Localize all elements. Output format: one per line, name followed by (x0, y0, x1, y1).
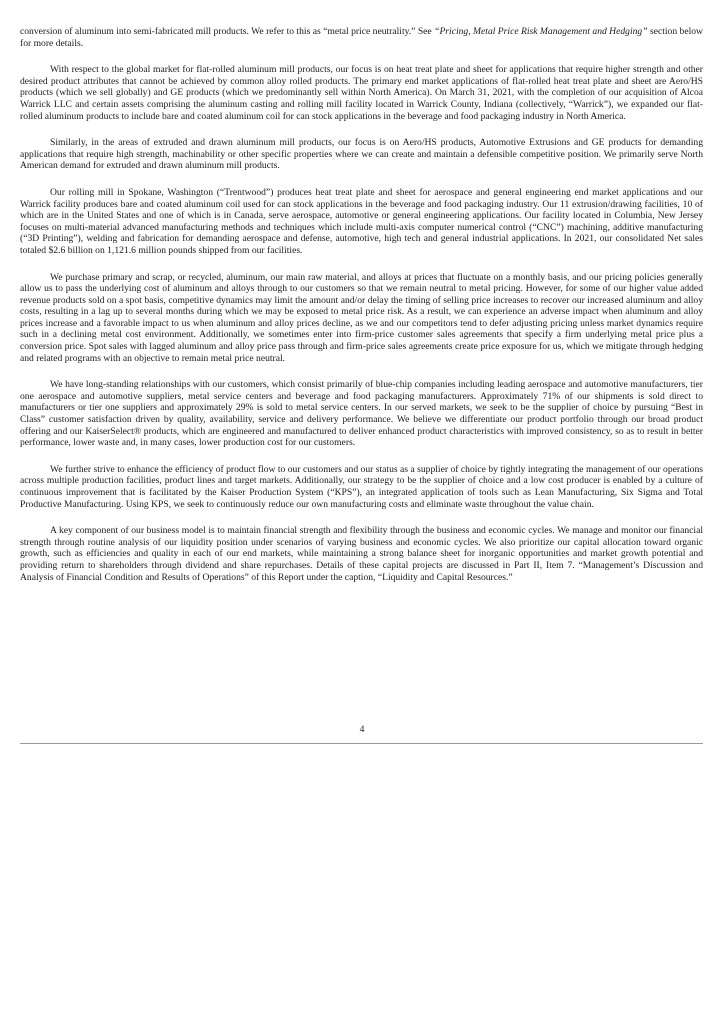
paragraph-facilities: Our rolling mill in Spokane, Washington (“Trentwood”) produces heat treat plate and sheet for aerospace and general engineering end market applications and our Warrick facility produces bare and coated aluminum coil used for can stock applications in the beverage and food packaging industry. Our 11 extrusion/drawing facilities, 10 of which are in the United States and one of which is in Canada, serve aerospace, automotive or general engineering applications. Our facility located in Columbia, New Jersey focuses on multi-material advanced manufacturing methods and techniques which include multi-axis computer numerical control (“CNC”) machining, additive manufacturing (“3D Printing”), welding and fabrication for demanding aerospace and defense, automotive, high tech and general industrial applications. In 2021, our consolidated Net sales totaled $2.6 billion on 1,121.6 million pounds shipped from our facilities. (20, 186, 703, 256)
document-page (20, 26, 703, 598)
pricing-section-reference: “Pricing, Metal Price Risk Management and Hedging” (434, 26, 648, 37)
paragraph-operational-efficiency: We further strive to enhance the efficiency of product flow to our customers and our status as a supplier of choice by tightly integrating the management of our operations across multiple production facilities, product lines and target markets. Additionally, our strategy to be the supplier of choice and a low cost producer is enabled by a culture of continuous improvement that is facilitated by the Kaiser Production System (“KPS”), an integrated application of tools such as Lean Manufacturing, Six Sigma and Total Productive Manufacturing. Using KPS, we seek to continuously reduce our own manufacturing costs and eliminate waste throughout the value chain. (20, 463, 703, 510)
intro-text-before: conversion of aluminum into semi-fabricated mill products. We refer to this as “metal price neutrality.” See (20, 26, 435, 37)
paragraph-extruded-drawn-products: Similarly, in the areas of extruded and drawn aluminum mill products, our focus is on Aero/HS products, Automotive Extrusions and GE products for demanding applications that require high strength, machinability or other specific properties where we can create and maintain a defensible competitive position. We primarily serve North American demand for extruded and drawn aluminum mill products. (20, 137, 703, 172)
paragraph-flat-rolled-market: With respect to the global market for flat-rolled aluminum mill products, our focus is on heat treat plate and sheet for applications that require higher strength and other desired product attributes that cannot be achieved by common alloy rolled products. The primary end market applications of flat-rolled heat treat plate and sheet are Aero/HS products (which we sell globally) and GE products (which we predominantly sell within North America). On March 31, 2021, with the completion of our acquisition of Alcoa Warrick LLC and certain assets comprising the aluminum casting and rolling mill facility located in Warrick County, Indiana (collectively, “Warrick”), we expanded our flat-rolled aluminum products to include bare and coated aluminum coil for can stock applications in the beverage and food packaging industry in North America. (20, 64, 703, 122)
paragraph-financial-strength: A key component of our business model is to maintain financial strength and flexibility through the business and economic cycles. We manage and monitor our financial strength through routine analysis of our liquidity position under scenarios of varying business and economic cycles. We also prioritize our capital allocation toward organic growth, such as efficiencies and quality in each of our end markets, while maintaining a strong balance sheet for inorganic opportunities and market growth potential and providing return to shareholders through dividend and share repurchases. Details of these capital projects are discussed in Part II, Item 7. “Management’s Discussion and Analysis of Financial Condition and Results of Operations” of this Report under the caption, “Liquidity and Capital Resources.” (20, 525, 703, 583)
paragraph-pricing-policy: We purchase primary and scrap, or recycled, aluminum, our main raw material, and alloys at prices that fluctuate on a monthly basis, and our pricing policies generally allow us to pass the underlying cost of aluminum and alloys through to our customers so that we remain neutral to metal pricing. However, for some of our higher value added revenue products sold on a spot basis, competitive dynamics may limit the amount and/or delay the timing of selling price increases to recover our increased aluminum and alloy costs, resulting in a lag up to several months during which we may be exposed to metal price risk. As a result, we can experience an adverse impact when aluminum and alloy prices increase and a favorable impact to us when aluminum and alloy prices decline, as we and our competitors tend to defer adjusting pricing unless market dynamics require such in a declining metal cost environment. Additionally, we sometimes enter into firm-price customer sales agreements that specify a firm underlying metal price plus a conversion price. Spot sales with lagged aluminum and alloy price pass through and firm-price sales agreements create price exposure for us, which we mitigate through hedging and related programs with an objective to remain metal price neutral. (20, 271, 703, 364)
page-number: 4 (359, 724, 365, 735)
intro-paragraph (20, 26, 703, 49)
paragraph-customer-relationships: We have long-standing relationships with our customers, which consist primarily of blue-chip companies including leading aerospace and automotive manufacturers, tier one aerospace and automotive suppliers, metal service centers and beverage and food packaging manufacturers. Approximately 71% of our shipments is sold direct to manufacturers or tier one suppliers and approximately 29% is sold to metal service centers. In our served markets, we seek to be the supplier of choice by pursuing “Best in Class” customer satisfaction driven by quality, availability, service and delivery performance. We believe we differentiate our product portfolio through our broad product offering and our KaiserSelect® products, which are engineered and manufactured to deliver enhanced product characteristics with improved consistency, so as to result in better performance, lower waste and, in many cases, lower production cost for our customers. (20, 379, 703, 449)
page-divider (20, 743, 703, 744)
intro-text-after: section below for more details. (20, 26, 703, 49)
